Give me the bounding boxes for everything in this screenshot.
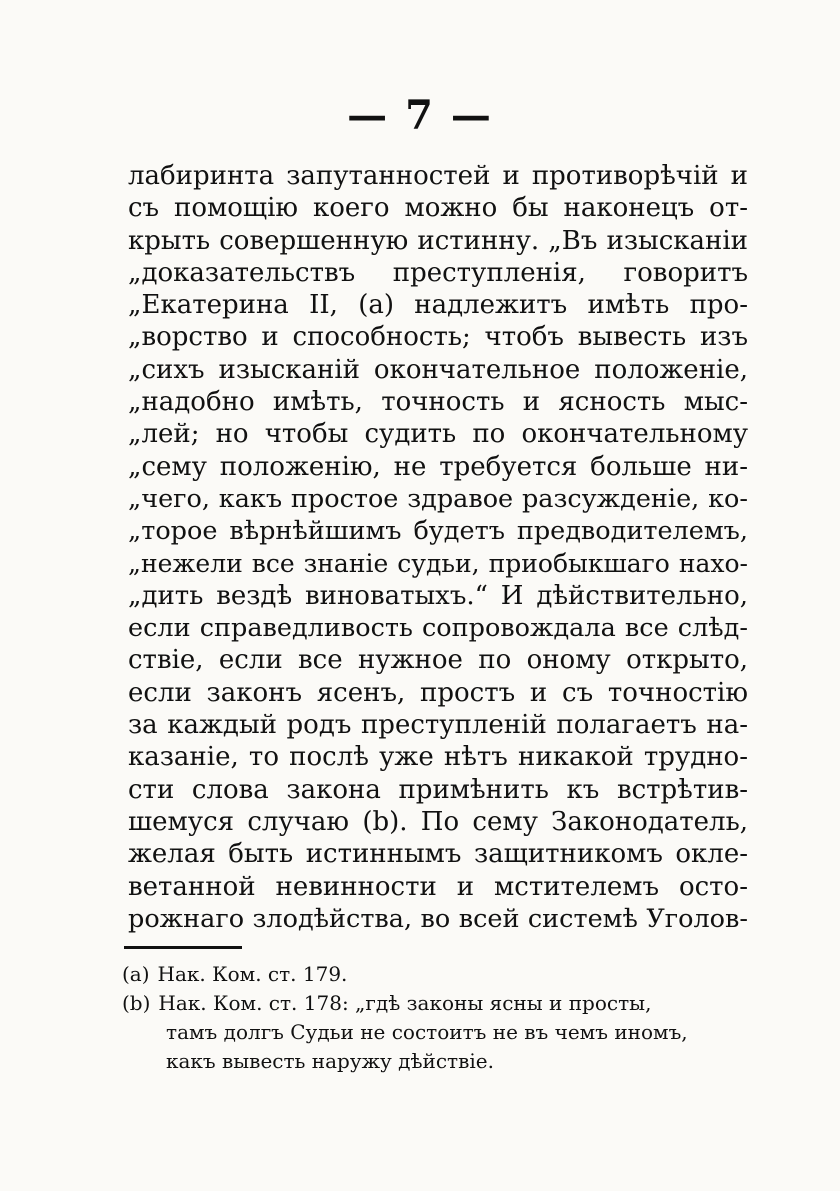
text-line: за каждый родъ преступленій полагаетъ на- xyxy=(128,710,748,741)
footnote-text: Нак. Ком. ст. 179. xyxy=(157,962,348,986)
footnote-text: какъ вывесть наружу дѣйствіе. xyxy=(166,1049,494,1073)
footnote-b xyxy=(122,989,752,1018)
footnotes xyxy=(122,960,752,1076)
text-line: рожнаго злодѣйства, во всей системѣ Уголов- xyxy=(128,903,748,934)
text-line: „Екатерина II, (а) надлежитъ имѣть про- xyxy=(128,290,748,321)
footnote-text: Нак. Ком. ст. 178: „гдѣ законы ясны и просты, xyxy=(158,991,652,1015)
text-line: „сихъ изысканій окончательное положеніе, xyxy=(128,354,748,385)
text-line: „ворство и способность; чтобъ вывесть изъ xyxy=(128,322,748,353)
text-line: шемуся случаю (b). По сему Законодатель, xyxy=(128,806,748,837)
text-line: казаніе, то послѣ уже нѣтъ никакой трудно- xyxy=(128,742,748,773)
footnote-marker: (a) xyxy=(122,962,150,986)
footnote-text: тамъ долгъ Судьи не состоитъ не въ чемъ иномъ, xyxy=(166,1020,688,1044)
text-line: „доказательствъ преступленія, говоритъ xyxy=(128,257,748,288)
text-line: „чего, какъ простое здравое разсужденіе, ко- xyxy=(128,483,748,514)
text-line: крыть совершенную истинну. „Въ изысканіи xyxy=(128,225,748,256)
text-line: ствіе, если все нужное по оному открыто, xyxy=(128,645,748,676)
page-number: — 7 — xyxy=(347,92,493,139)
text-line: „сему положенію, не требуется больше ни- xyxy=(128,451,748,482)
footnote-divider xyxy=(124,946,242,949)
footnote-marker: (b) xyxy=(122,991,151,1015)
text-line: желая быть истиннымъ защитникомъ окле- xyxy=(128,839,748,870)
footnote-b-continuation xyxy=(122,1047,752,1076)
text-line: „дить вездѣ виноватыхъ.“ И дѣйствительно, xyxy=(128,580,748,611)
text-line: „надобно имѣть, точность и ясность мыс- xyxy=(128,387,748,418)
text-line: сти слова закона примѣнить къ встрѣтив- xyxy=(128,774,748,805)
text-line: если законъ ясенъ, простъ и съ точностію xyxy=(128,677,748,708)
text-line: лабиринта запутанностей и противорѣчій и xyxy=(128,161,748,191)
text-line: „торое вѣрнѣйшимъ будетъ предводителемъ, xyxy=(128,516,748,547)
main-text xyxy=(128,160,748,935)
text-line: если справедливость сопровождала все слѣд- xyxy=(128,613,748,644)
text-line: „лей; но чтобы судить по окончательному xyxy=(128,419,748,450)
text-line: „нежели все знаніе судьи, приобыкшаго нахо- xyxy=(128,548,748,578)
footnote-b-continuation xyxy=(122,1018,752,1047)
text-line: ветанной невинности и мстителемъ осто- xyxy=(128,871,748,902)
footnote-a xyxy=(122,960,752,989)
text-line: съ помощію коего можно бы наконецъ от- xyxy=(128,193,748,224)
